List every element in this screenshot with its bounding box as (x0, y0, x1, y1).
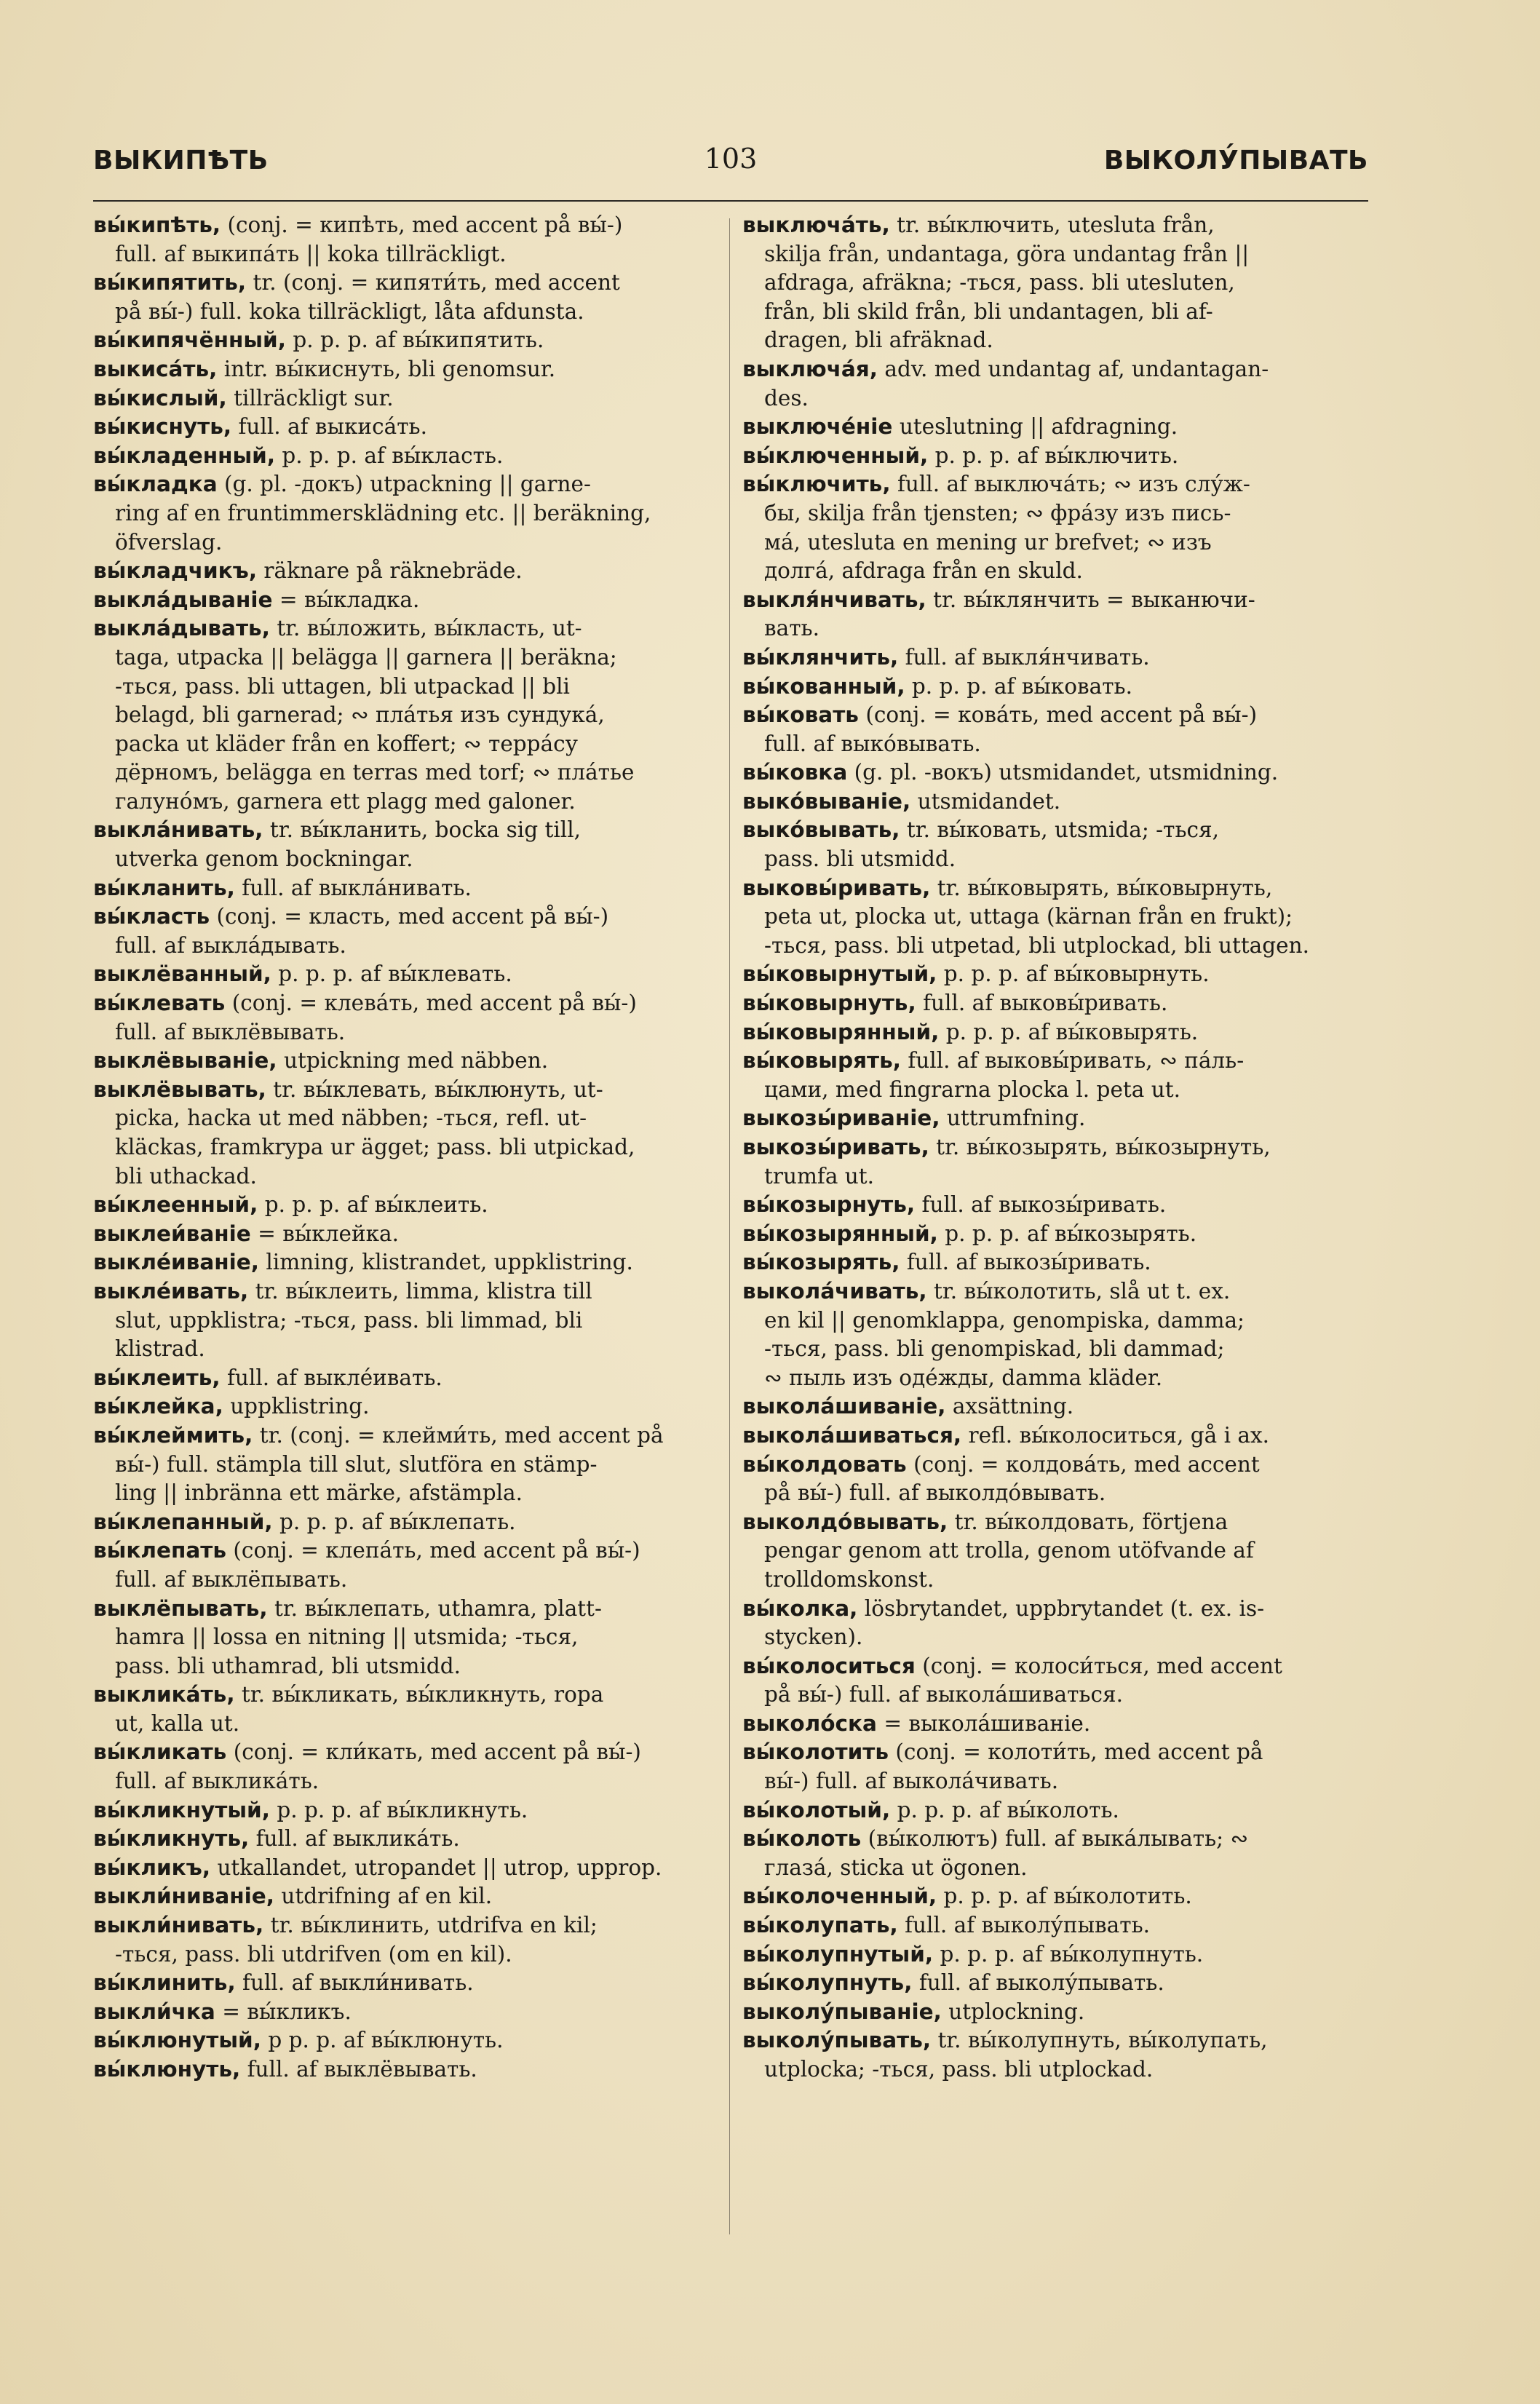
dictionary-entry (93, 1595, 718, 1681)
dictionary-entry (93, 903, 718, 960)
entry-definition: utsmidandet. (917, 788, 1061, 814)
entry-definition: full. af выковы́ривать, ∾ па́ль- (908, 1048, 1245, 1074)
entry-definition: lösbrytandet, uppbrytandet (t. ex. is- (864, 1595, 1265, 1621)
entry-definition-continued: bli uthackad. (115, 1163, 257, 1189)
entry-headword: вы́козырять, (742, 1250, 900, 1275)
dictionary-entry (742, 1738, 1367, 1796)
dictionary-entry (93, 557, 718, 586)
entry-headword: выколу́пывать, (742, 2028, 932, 2053)
entry-headword: выколу́пываніе, (742, 1999, 942, 2024)
dictionary-entry (93, 269, 718, 326)
entry-definition: tr. вы́колупнуть, вы́колупать, (937, 2028, 1268, 2053)
dictionary-entry (93, 1364, 718, 1393)
entry-definition-continued: бы, skilja från tjensten; ∾ фра́зу изъ пись- (764, 500, 1231, 525)
entry-headword: вы́ключенный, (742, 443, 929, 468)
entry-definition-continued: trumfa ut. (764, 1163, 875, 1189)
dictionary-entry (93, 874, 718, 903)
entry-headword: вы́кованный, (742, 673, 905, 699)
entry-definition-continued: ма́, utesluta en mening ur brefvet; ∾ изъ (764, 529, 1212, 555)
entry-headword: вы́клеймить, (93, 1422, 253, 1448)
dictionary-entry (742, 1508, 1367, 1595)
entry-headword: выкли́ниваніе, (93, 1884, 274, 1909)
entry-definition-continued: -ться, pass. bli uttagen, bli utpackad || bli (115, 673, 570, 699)
entry-headword: выключа́ть, (742, 213, 890, 237)
entry-definition: (conj. = колоти́ть, med accent på (895, 1739, 1263, 1765)
entry-headword: выкозы́ривать, (742, 1135, 929, 1159)
right-column (742, 211, 1367, 2084)
entry-definition: tr. вы́клеить, limma, klistra till (255, 1278, 592, 1304)
dictionary-entry (742, 989, 1367, 1018)
entry-definition: (g. pl. -докъ) utpackning || garne- (224, 472, 591, 497)
entry-definition: utkallandet, utropandet || utrop, upprop. (217, 1854, 662, 1880)
dictionary-entry (93, 442, 718, 471)
dictionary-entry (93, 2055, 718, 2084)
entry-definition: full. af выключа́ть; ∾ изъ слу́ж- (897, 472, 1250, 497)
entry-headword: вы́клюнутый, (93, 2028, 261, 2053)
entry-headword: вы́клеить, (93, 1365, 221, 1390)
entry-definition: tr. (conj. = кипяти́ть, med accent (253, 270, 620, 295)
entry-headword: выключа́я, (742, 356, 878, 381)
entry-definition-continued: галуно́мъ, garnera ett plagg med galoner. (115, 788, 576, 814)
entry-definition-continued: stycken). (764, 1625, 863, 1650)
entry-definition: p. p. p. af вы́колотить. (943, 1884, 1192, 1909)
entry-headword: выкле́иваніе, (93, 1250, 259, 1275)
entry-headword: выкола́чивать, (742, 1278, 927, 1304)
entry-definition-continued: på вы́-) full. af выколдо́вывать. (764, 1480, 1106, 1506)
dictionary-entry (742, 1882, 1367, 1911)
entry-headword: вы́колдовать (742, 1451, 907, 1477)
entry-definition: axsättning. (952, 1394, 1074, 1419)
entry-definition: (conj. = колоси́ться, med accent (922, 1653, 1282, 1678)
entry-headword: вы́ключить, (742, 472, 891, 497)
entry-definition: full. af выкле́ивать. (227, 1365, 442, 1390)
dictionary-entry (742, 1104, 1367, 1133)
dictionary-entry (93, 1681, 718, 1738)
entry-definition: intr. вы́киснуть, bli genomsur. (223, 356, 556, 381)
dictionary-entry (742, 413, 1367, 442)
entry-headword: выклёпывать, (93, 1595, 268, 1621)
dictionary-entry (742, 1451, 1367, 1508)
dictionary-entry (93, 211, 718, 269)
dictionary-entry (742, 1220, 1367, 1249)
entry-headword: вы́клепать (93, 1538, 227, 1563)
dictionary-entry (742, 1911, 1367, 1940)
entry-headword: вы́колупнуть, (742, 1970, 913, 1996)
entry-headword: вы́кликнутый, (93, 1797, 270, 1822)
entry-definition-continued: trolldomskonst. (764, 1566, 934, 1592)
entry-definition: = вы́клейка. (258, 1221, 400, 1246)
entry-definition-continued: från, bli skild från, bli undantagen, bli af- (764, 298, 1213, 324)
dictionary-entry (742, 211, 1367, 355)
dictionary-entry (93, 1508, 718, 1537)
entry-headword: выкла́дываніе (93, 587, 273, 612)
dictionary-entry (742, 1595, 1367, 1652)
entry-definition: tr. вы́ложить, вы́класть, ut- (277, 616, 582, 641)
entry-definition: uteslutning || afdragning. (899, 414, 1178, 440)
entry-headword: вы́кликъ, (93, 1854, 211, 1880)
entry-definition-continued: ling || inbränna ett märke, afstämpla. (115, 1480, 523, 1506)
entry-definition-continued: вать. (764, 616, 819, 641)
entry-definition-continued: på вы́-) full. koka tillräckligt, låta afdunsta. (115, 298, 584, 324)
dictionary-entry (742, 701, 1367, 758)
dictionary-entry (742, 788, 1367, 817)
entry-definition: uppklistring. (230, 1394, 370, 1419)
header-right-guideword: ВЫКОЛУ́ПЫВАТЬ (1103, 146, 1368, 175)
left-column (93, 211, 718, 2084)
entry-definition: full. af выклика́ть. (255, 1826, 460, 1852)
entry-headword: вы́ковать (742, 702, 859, 728)
entry-definition-continued: ut, kalla ut. (115, 1710, 240, 1736)
dictionary-entry (742, 442, 1367, 471)
entry-definition: p. p. p. af вы́ковать. (911, 673, 1132, 699)
entry-headword: выковы́ривать, (742, 875, 931, 900)
entry-headword: вы́ковырянный, (742, 1019, 940, 1044)
entry-headword: вы́колотый, (742, 1797, 891, 1822)
dictionary-entry (742, 1047, 1367, 1104)
entry-headword: вы́ковырнутый, (742, 961, 937, 987)
entry-definition: p. p. p. af вы́кипятить. (293, 328, 544, 353)
dictionary-entry (742, 1940, 1367, 1969)
entry-definition-continued: afdraga, afräkna; -ться, pass. bli utesluten, (764, 270, 1235, 295)
entry-definition: p. p. p. af вы́колоть. (897, 1797, 1119, 1822)
entry-definition: full. af выкиса́ть. (238, 414, 427, 440)
entry-headword: вы́класть (93, 904, 210, 929)
entry-definition: full. af выколу́пывать. (918, 1970, 1164, 1996)
entry-definition-continued: skilja från, undantaga, göra undantag från || (764, 241, 1250, 266)
entry-definition: p. p. p. af вы́клепать. (279, 1509, 516, 1534)
entry-headword: выкла́дывать, (93, 616, 270, 641)
entry-definition: utpickning med näbben. (284, 1048, 549, 1074)
entry-definition: (conj. = кова́ть, med accent på вы́-) (865, 702, 1258, 728)
entry-headword: вы́кликать (93, 1739, 227, 1765)
entry-headword: вы́колупнутый, (742, 1941, 934, 1967)
entry-definition: refl. вы́колоситься, gå i ax. (968, 1422, 1269, 1448)
entry-definition-continued: full. af выклёвывать. (115, 1019, 346, 1044)
dictionary-entry (93, 1825, 718, 1854)
entry-headword: вы́кипячённый, (93, 328, 286, 353)
page-number: 103 (704, 143, 758, 175)
entry-headword: выкли́нивать, (93, 1913, 264, 1938)
entry-headword: выключе́ніе (742, 414, 893, 440)
entry-definition: full. af выкля́нчивать. (905, 644, 1150, 670)
entry-definition-continued: дёрномъ, belägga en terras med torf; ∾ пла́тье (115, 760, 635, 785)
dictionary-entry (93, 1998, 718, 2027)
entry-headword: выклёванный, (93, 961, 271, 987)
entry-definition: uttrumfning. (946, 1106, 1086, 1131)
entry-headword: выкля́нчивать, (742, 587, 926, 612)
entry-definition: = вы́кладка. (279, 587, 420, 612)
dictionary-entry (742, 874, 1367, 961)
entry-headword: вы́кладка (93, 472, 218, 497)
dictionary-entry (93, 586, 718, 615)
entry-definition-continued: packa ut kläder från en koffert; ∾ терра́су (115, 731, 579, 756)
page-header (93, 143, 1368, 189)
entry-headword: вы́клянчить, (742, 644, 899, 670)
entry-definition-continued: pass. bli uthamrad, bli utsmidd. (115, 1653, 461, 1678)
dictionary-entry (93, 1854, 718, 1883)
entry-definition-continued: full. af выклёпывать. (115, 1566, 348, 1592)
entry-definition: tr. вы́клепать, uthamra, platt- (274, 1595, 602, 1621)
entry-definition: p p. p. af вы́клюнуть. (268, 2028, 504, 2053)
entry-definition-continued: hamra || lossa en nitning || utsmida; -ться, (115, 1625, 579, 1650)
dictionary-entry (93, 1392, 718, 1421)
entry-definition-continued: ∾ пыль изъ оде́жды, damma kläder. (764, 1365, 1163, 1390)
entry-definition-continued: full. af выкла́дывать. (115, 932, 346, 958)
dictionary-entry (742, 1421, 1367, 1451)
entry-definition: (conj. = кли́кать, med accent på вы́-) (233, 1739, 641, 1765)
entry-definition-continued: utverka genom bockningar. (115, 846, 413, 872)
entry-headword: выкола́шиваться, (742, 1422, 962, 1448)
dictionary-entry (93, 1421, 718, 1508)
entry-definition: tr. вы́козырять, вы́козырнуть, (936, 1135, 1271, 1159)
dictionary-entry (742, 1969, 1367, 1998)
dictionary-entry (93, 1277, 718, 1364)
entry-definition: utplockning. (948, 1999, 1085, 2024)
dictionary-entry (93, 1191, 718, 1220)
dictionary-entry (742, 673, 1367, 702)
entry-headword: вы́колоть (742, 1826, 862, 1852)
entry-definition-continued: taga, utpacka || belägga || garnera || beräkna; (115, 644, 617, 670)
entry-definition: räknare på räknebräde. (263, 558, 523, 584)
dictionary-entry (93, 1882, 718, 1911)
entry-headword: вы́кипятить, (93, 270, 247, 295)
entry-headword: вы́кладенный, (93, 443, 276, 468)
entry-headword: вы́кликнуть, (93, 1826, 250, 1852)
entry-definition: (conj. = клепа́ть, med accent på вы́-) (233, 1538, 640, 1563)
entry-definition: = вы́кликъ. (222, 1999, 352, 2024)
dictionary-entry (742, 1796, 1367, 1825)
dictionary-entry (742, 2026, 1367, 2084)
entry-definition: tr. вы́колдовать, förtjena (954, 1509, 1229, 1534)
dictionary-entry (93, 384, 718, 413)
dictionary-entry (742, 470, 1367, 585)
entry-definition-continued: slut, uppklistra; -ться, pass. bli limmad, bli (115, 1307, 583, 1333)
entry-headword: вы́ковка (742, 760, 848, 785)
dictionary-entry (742, 1710, 1367, 1739)
entry-definition-continued: öfverslag. (115, 529, 223, 555)
entry-definition: full. af выкозы́ривать. (921, 1192, 1167, 1218)
entry-headword: выкозы́риваніе, (742, 1106, 940, 1131)
dictionary-entry (742, 1191, 1367, 1220)
dictionary-entry (742, 1133, 1367, 1191)
column-divider (729, 218, 730, 2234)
entry-definition-continued: kläckas, framkrypa ur ägget; pass. bli utpickad, (115, 1135, 635, 1159)
entry-definition: tillräckligt sur. (234, 385, 394, 410)
dictionary-entry (742, 758, 1367, 788)
entry-definition-continued: -ться, pass. bli utpetad, bli utplockad, bli uttagen. (764, 932, 1309, 958)
entry-headword: вы́колупать, (742, 1913, 898, 1938)
dictionary-entry (742, 1998, 1367, 2027)
entry-definition: (conj. = колдова́ть, med accent (913, 1451, 1260, 1477)
dictionary-entry (93, 470, 718, 557)
entry-definition: p. p. p. af вы́клеить. (264, 1192, 488, 1218)
entry-definition: tr. вы́кликать, вы́кликнуть, ropa (241, 1682, 604, 1707)
dictionary-entry (742, 643, 1367, 673)
entry-definition: full. af выковы́ривать. (923, 991, 1168, 1016)
entry-headword: выко́вывать, (742, 817, 900, 843)
dictionary-entry (93, 1248, 718, 1277)
entry-definition: full. af выколу́пывать. (905, 1913, 1151, 1938)
entry-headword: выкиса́ть, (93, 356, 218, 381)
entry-definition-continued: utplocka; -ться, pass. bli utplockad. (764, 2057, 1154, 2082)
entry-headword: выкла́нивать, (93, 817, 263, 843)
header-left-guideword: ВЫКИПѢТЬ (93, 146, 269, 175)
entry-definition-continued: цами, med fingrarna plocka l. peta ut. (764, 1076, 1180, 1102)
entry-definition: tr. (conj. = клейми́ть, med accent på (259, 1422, 664, 1448)
entry-headword: вы́клюнуть, (93, 2057, 241, 2082)
dictionary-entry (93, 2026, 718, 2055)
entry-definition-continued: belagd, bli garnerad; ∾ пла́тья изъ сундука́, (115, 702, 605, 728)
header-rule (93, 200, 1368, 202)
entry-headword: выклёвываніе, (93, 1048, 277, 1074)
dictionary-entry (93, 413, 718, 442)
entry-definition-continued: full. af выклика́ть. (115, 1769, 319, 1794)
dictionary-entry (93, 1076, 718, 1191)
entry-definition: (conj. = кипѣть, med accent på вы́-) (227, 213, 623, 237)
entry-headword: вы́киснуть, (93, 414, 232, 440)
entry-headword: вы́клеенный, (93, 1192, 258, 1218)
entry-definition-continued: peta ut, plocka ut, uttaga (kärnan från en frukt); (764, 904, 1293, 929)
entry-definition-continued: -ться, pass. bli genompiskad, bli dammad; (764, 1336, 1225, 1362)
dictionary-entry (93, 1969, 718, 1998)
entry-definition: tr. вы́клинить, utdrifva en kil; (270, 1913, 598, 1938)
entry-definition-continued: des. (764, 385, 809, 410)
dictionary-entry (93, 326, 718, 355)
entry-definition: p. p. p. af вы́кликнуть. (277, 1797, 528, 1822)
entry-definition: p. p. p. af вы́класть. (282, 443, 504, 468)
entry-headword: выклика́ть, (93, 1682, 235, 1707)
entry-definition: full. af выкла́нивать. (242, 875, 472, 900)
entry-definition-continued: full. af выкипа́ть || koka tillräckligt. (115, 241, 507, 266)
entry-headword: вы́клепанный, (93, 1509, 273, 1534)
entry-definition-continued: picka, hacka ut med näbben; -ться, refl. ut- (115, 1106, 587, 1131)
entry-headword: вы́колоченный, (742, 1884, 937, 1909)
entry-headword: вы́козырянный, (742, 1221, 938, 1246)
entry-headword: вы́ковырнуть, (742, 991, 916, 1016)
entry-definition: full. af выкли́нивать. (242, 1970, 474, 1996)
entry-definition: (conj. = класть, med accent på вы́-) (216, 904, 609, 929)
entry-definition-continued: вы́-) full. stämpla till slut, slutföra en stämp- (115, 1451, 598, 1477)
entry-headword: вы́клевать (93, 991, 226, 1016)
dictionary-entry (93, 1536, 718, 1594)
entry-headword: вы́кланить, (93, 875, 235, 900)
dictionary-entry (93, 1911, 718, 1969)
dictionary-entry (742, 1277, 1367, 1392)
entry-headword: вы́кладчикъ, (93, 558, 258, 584)
entry-definition: tr. вы́кланить, bocka sig till, (269, 817, 582, 843)
entry-headword: вы́кислый, (93, 385, 227, 410)
entry-definition: p. p. p. af вы́козырять. (945, 1221, 1197, 1246)
entry-headword: вы́колоситься (742, 1653, 916, 1678)
entry-definition: p. p. p. af вы́ключить. (934, 443, 1179, 468)
dictionary-entry (93, 1220, 718, 1249)
entry-headword: выклеи́ваніе (93, 1221, 251, 1246)
entry-definition: limning, klistrandet, uppklistring. (266, 1250, 633, 1275)
entry-definition-continued: dragen, bli afräknad. (764, 328, 993, 353)
entry-definition: tr. вы́ковырять, вы́ковырнуть, (937, 875, 1273, 900)
entry-definition-continued: долга́, afdraga från en skuld. (764, 558, 1083, 584)
entry-definition-continued: глаза́, sticka ut ögonen. (764, 1854, 1028, 1880)
dictionary-entry (742, 1018, 1367, 1047)
dictionary-entry (742, 960, 1367, 989)
entry-headword: вы́ковырять, (742, 1048, 901, 1074)
entry-headword: выколдо́вывать, (742, 1509, 948, 1534)
entry-definition: p. p. p. af вы́ковырнуть. (943, 961, 1210, 987)
entry-definition-continued: en kil || genomklappa, genompiska, damma; (764, 1307, 1245, 1333)
entry-definition: tr. вы́клевать, вы́клюнуть, ut- (273, 1076, 603, 1102)
entry-definition: tr. вы́ковать, utsmida; -ться, (906, 817, 1220, 843)
entry-headword: вы́колка, (742, 1595, 858, 1621)
entry-definition: tr. вы́ключить, utesluta från, (897, 213, 1215, 237)
dictionary-entry (742, 1248, 1367, 1277)
dictionary-entry (93, 1047, 718, 1076)
entry-definition: = выкола́шиваніе. (884, 1710, 1091, 1736)
entry-definition: utdrifning af en kil. (281, 1884, 493, 1909)
entry-definition-continued: вы́-) full. af выкола́чивать. (764, 1769, 1059, 1794)
entry-definition: full. af выкозы́ривать. (906, 1250, 1151, 1275)
dictionary-entry (742, 1392, 1367, 1421)
entry-definition: (g. pl. -вокъ) utsmidandet, utsmidning. (854, 760, 1279, 785)
entry-headword: выкли́чка (93, 1999, 215, 2024)
dictionary-entry (93, 989, 718, 1047)
entry-headword: выколо́ска (742, 1710, 877, 1736)
entry-headword: выкле́ивать, (93, 1278, 249, 1304)
entry-headword: вы́козырнуть, (742, 1192, 916, 1218)
entry-headword: вы́кипѣть, (93, 213, 221, 237)
dictionary-entry (742, 816, 1367, 873)
entry-definition: (вы́колютъ) full. af выка́лывать; ∾ (868, 1826, 1249, 1852)
entry-definition: p. p. p. af вы́клевать. (278, 961, 512, 987)
entry-definition: (conj. = клева́ть, med accent på вы́-) (231, 991, 637, 1016)
dictionary-entry (742, 586, 1367, 643)
entry-definition: full. af выклёвывать. (247, 2057, 477, 2082)
entry-definition-continued: pengar genom att trolla, genom utöfvande af (764, 1538, 1254, 1563)
dictionary-entry (742, 1825, 1367, 1882)
entry-definition-continued: ring af en fruntimmersklädning etc. || beräkning, (115, 500, 651, 525)
entry-definition: tr. вы́клянчить = выканючи- (933, 587, 1255, 612)
dictionary-entry (93, 1796, 718, 1825)
entry-definition-continued: -ться, pass. bli utdrifven (om en kil). (115, 1941, 512, 1967)
dictionary-entry (93, 960, 718, 989)
dictionary-entry (93, 1738, 718, 1796)
entry-definition-continued: på вы́-) full. af выкола́шиваться. (764, 1682, 1124, 1707)
entry-definition-continued: full. af выко́вывать. (764, 731, 981, 756)
dictionary-entry (93, 816, 718, 873)
dictionary-entry (93, 614, 718, 816)
entry-definition: p. p. p. af вы́колупнуть. (940, 1941, 1204, 1967)
entry-headword: выкола́шиваніе, (742, 1394, 946, 1419)
entry-headword: выклёвывать, (93, 1076, 266, 1102)
dictionary-entry (93, 355, 718, 384)
entry-headword: вы́колотить (742, 1739, 889, 1765)
entry-headword: вы́клейка, (93, 1394, 223, 1419)
entry-definition-continued: pass. bli utsmidd. (764, 846, 956, 872)
entry-definition: adv. med undantag af, undantagan- (884, 356, 1269, 381)
entry-definition: p. p. p. af вы́ковырять. (945, 1019, 1199, 1044)
entry-headword: вы́клинить, (93, 1970, 236, 1996)
entry-headword: выко́вываніе, (742, 788, 911, 814)
entry-definition: tr. вы́колотить, slå ut t. ex. (934, 1278, 1231, 1304)
entry-definition-continued: klistrad. (115, 1336, 205, 1362)
dictionary-entry (742, 1652, 1367, 1710)
dictionary-entry (742, 355, 1367, 413)
